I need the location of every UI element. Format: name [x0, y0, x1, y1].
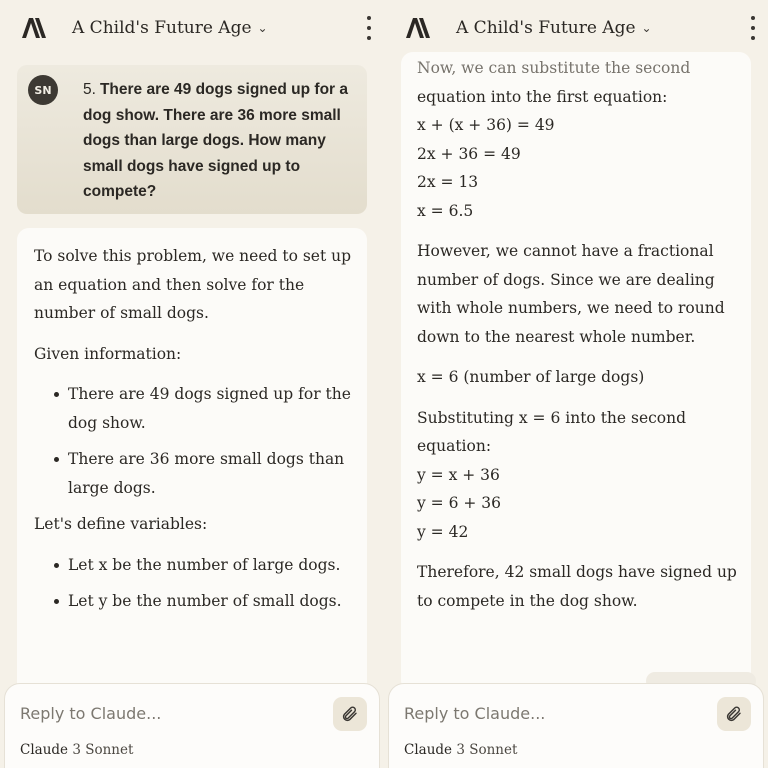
reply-composer: [388, 683, 764, 768]
chat-header: [0, 0, 384, 60]
rounding-paragraph: However, we cannot have a fractional number of dogs. Since we are dealing with whole numbers, we need to round down to the nearest whole number.: [417, 242, 725, 346]
equation: x = 6.5: [417, 201, 474, 220]
faded-line: Now, we can substitute the second: [417, 59, 691, 77]
equation: x + (x + 36) = 49: [417, 116, 555, 134]
model-version: 3 Sonnet: [456, 742, 518, 758]
equation: 2x = 13: [417, 173, 479, 191]
variables-list: [34, 551, 354, 616]
x-result: x = 6 (number of large dogs): [417, 368, 645, 386]
right-panel: [384, 0, 768, 768]
list-item: Let y be the number of small dogs.: [34, 587, 354, 616]
attach-button[interactable]: [717, 697, 751, 731]
paperclip-icon: [341, 705, 359, 723]
model-brand: Claude: [404, 742, 453, 758]
conversation-title-text: A Child's Future Age: [456, 18, 636, 38]
equation: 2x + 36 = 49: [417, 144, 521, 163]
list-item: There are 36 more small dogs than large dogs.: [34, 445, 354, 502]
response-line: equation into the first equation:: [417, 87, 668, 106]
model-selector[interactable]: [404, 742, 517, 758]
given-list: [34, 380, 354, 502]
model-brand: Claude: [20, 742, 69, 758]
user-message: [17, 65, 367, 214]
conversation-title-text: A Child's Future Age: [72, 18, 252, 38]
assistant-message: [17, 228, 367, 698]
list-item: There are 49 dogs signed up for the dog show.: [34, 380, 354, 437]
conversation-title[interactable]: [456, 18, 652, 38]
conclusion: Therefore, 42 small dogs have signed up to compete in the dog show.: [417, 563, 737, 610]
question-number: 5.: [83, 81, 96, 98]
chevron-down-icon: ⌄: [257, 21, 268, 35]
model-version: 3 Sonnet: [72, 742, 134, 758]
chat-header: [384, 0, 768, 60]
chevron-down-icon: ⌄: [641, 21, 652, 35]
equation: y = 6 + 36: [417, 494, 502, 512]
substitution-intro: Substituting x = 6 into the second equation:: [417, 408, 687, 455]
user-message-text: [83, 77, 353, 205]
avatar: SN: [28, 75, 58, 105]
conversation-title[interactable]: [72, 18, 268, 38]
paperclip-icon: [725, 705, 743, 723]
define-heading: Let's define variables:: [34, 515, 208, 533]
equation: y = 42: [417, 522, 469, 541]
reply-composer: [4, 683, 380, 768]
more-options-icon[interactable]: [750, 16, 756, 40]
reply-input[interactable]: Reply to Claude...: [404, 704, 546, 723]
question-text: There are 49 dogs signed up for a dog show. There are 36 more small dogs than large dogs. How many small dogs have signed up to compete?: [83, 81, 348, 200]
given-heading: Given information:: [34, 344, 182, 363]
claude-logo-icon[interactable]: [20, 15, 46, 41]
list-item: Let x be the number of large dogs.: [34, 551, 354, 580]
equation: y = x + 36: [417, 465, 500, 484]
reply-input[interactable]: Reply to Claude...: [20, 704, 162, 723]
model-selector[interactable]: [20, 742, 133, 758]
response-intro: To solve this problem, we need to set up an equation and then solve for the number of small dogs.: [34, 247, 352, 322]
assistant-message: [401, 52, 751, 692]
attach-button[interactable]: [333, 697, 367, 731]
more-options-icon[interactable]: [366, 16, 372, 40]
claude-logo-icon[interactable]: [404, 15, 430, 41]
